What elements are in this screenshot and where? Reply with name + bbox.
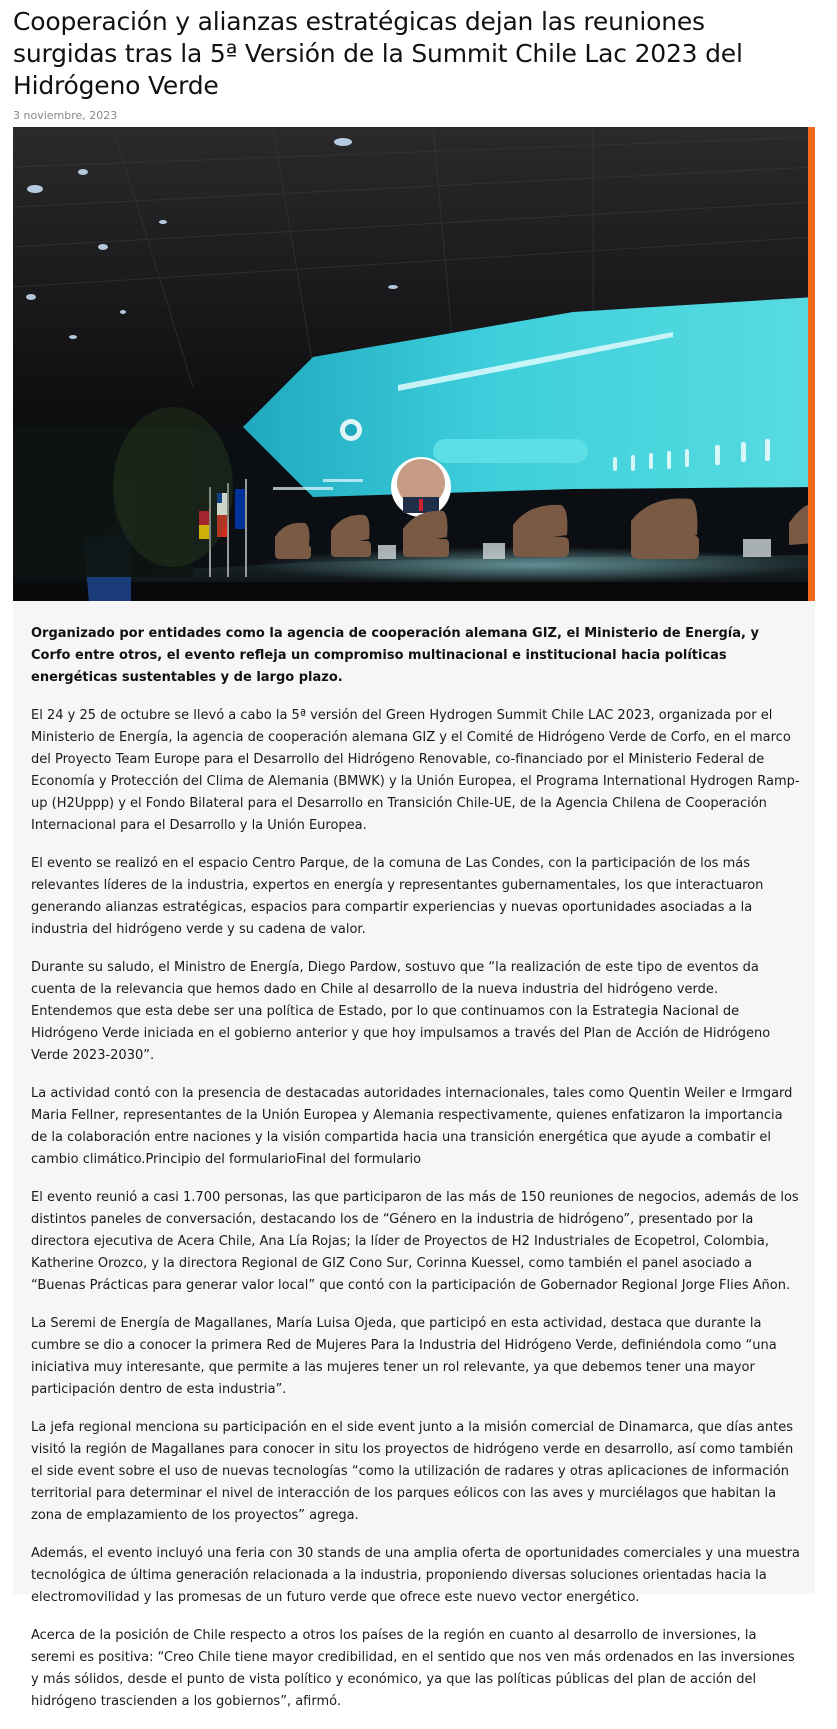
article-paragraph: Acerca de la posición de Chile respecto a otros los países de la región en cuanto al desarrollo de inversiones, la seremi es positiva: “Creo Chile tiene mayor credibilidad, en el sentido que nos ven más ordenados en las inversiones y más sólidos, desde el punto de vista político y económico, ya que las políticas públicas del plan de acción del hidrógeno trascienden a los gobiernos”, afirmó. [31,1628,795,1709]
article-paragraph: El evento reunió a casi 1.700 personas, las que participaron de las más de 150 reuniones de negocios, además de los distintos paneles de conversación, destacando los de “Género en la industria de hidrógeno”, presentado por la directora ejecutiva de Acera Chile, Ana Lía Rojas; la líder de Proyectos de H2 Industriales de Ecopetrol, Colombia, Katherine Orozco, y la directora Regional de GIZ Cono Sur, Corinna Kuessel, como también el panel asociado a “Buenas Prácticas para generar valor local” que contó con la participación de Gobernador Regional Jorge Flies Añon. [31,1190,799,1293]
article-lead: Organizado por entidades como la agencia de cooperación alemana GIZ, el Ministerio de Energía, y Corfo entre otros, el evento refleja un compromiso multinacional e institucional hacia políticas energéticas sustentables y de largo plazo. [31,626,759,685]
article-text [31,623,801,1729]
article-paragraph: El evento se realizó en el espacio Centro Parque, de la comuna de Las Condes, con la participación de los más relevantes líderes de la industria, expertos en energía y representantes gubernamentales, los que interactuaron generando alianzas estratégicas, espacios para compartir experiencias y nuevas oportunidades asociadas a la industria del hidrógeno verde y su cadena de valor. [31,856,764,937]
article-title: Cooperación y alianzas estratégicas dejan las reuniones surgidas tras la 5ª Versión de la Summit Chile Lac 2023 del Hidrógeno Verde [13,7,743,100]
article-paragraph: Además, el evento incluyó una feria con 30 stands de una amplia oferta de oportunidades comerciales y una muestra tecnológica de última generación relacionada a la industria, proponiendo diversas soluciones orientadas hacia la electromovilidad y las promesas de un futuro verde que ofrece este nuevo vector energético. [31,1546,800,1605]
article-paragraph: La actividad contó con la presencia de destacadas autoridades internacionales, tales como Quentin Weiler e Irmgard Maria Fellner, representantes de la Unión Europea y Alemania respectivamente, quienes enfatizaron la importancia de la colaboración entre naciones y la visión compartida hacia una transición energética que ayude a combatir el cambio climático.Principio del formularioFinal del formulario [31,1086,793,1167]
hero-image [13,127,815,601]
article-paragraph: El 24 y 25 de octubre se llevó a cabo la 5ª versión del Green Hydrogen Summit Chile LAC 2023, organizada por el Ministerio de Energía, la agencia de cooperación alemana GIZ y el Comité de Hidrógeno Verde de Corfo, en el marco del Proyecto Team Europe para el Desarrollo del Hidrógeno Renovable, co-financiado por el Ministerio Federal de Economía y Protección del Clima de Alemania (BMWK) y la Unión Europea, el Programa International Hydrogen Ramp-up (H2Uppp) y el Fondo Bilateral para el Desarrollo en Transición Chile-UE, de la Agencia Chilena de Cooperación Internacional para el Desarrollo y la Unión Europea. [31,708,800,833]
article-date: 3 noviembre, 2023 [13,109,118,122]
article-body [13,601,815,1709]
hero-accent-bar [808,127,815,601]
article-paragraph: La jefa regional menciona su participación en el side event junto a la misión comercial de Dinamarca, que días antes visitó la región de Magallanes para conocer in situ los proyectos de hidrógeno verde en desarrollo, así como también el side event sobre el uso de nuevas tecnologías “como la utilización de radares y otras aplicaciones de información territorial para determinar el nivel de interacción de los parques eólicos con las aves y murciélagos que habitan la zona de emplazamiento de los proyectos” agrega. [31,1420,794,1523]
article-paragraph: La Seremi de Energía de Magallanes, María Luisa Ojeda, que participó en esta actividad, destaca que durante la cumbre se dio a conocer la primera Red de Mujeres Para la Industria del Hidrógeno Verde, definiéndola como “una iniciativa muy interesante, que permite a las mujeres tener un rol relevante, ya que debemos tener una mayor participación dentro de esta industria”. [31,1316,777,1397]
article-paragraph: Durante su saludo, el Ministro de Energía, Diego Pardow, sostuvo que “la realización de este tipo de eventos da cuenta de la relevancia que hemos dado en Chile al desarrollo de la nueva industria del hidrógeno verde. Entendemos que esta debe ser una política de Estado, por lo que continuamos con la Estrategia Nacional de Hidrógeno Verde iniciada en el gobierno anterior y que hoy impulsamos a través del Plan de Acción de Hidrógeno Verde 2023-2030”. [31,960,771,1063]
